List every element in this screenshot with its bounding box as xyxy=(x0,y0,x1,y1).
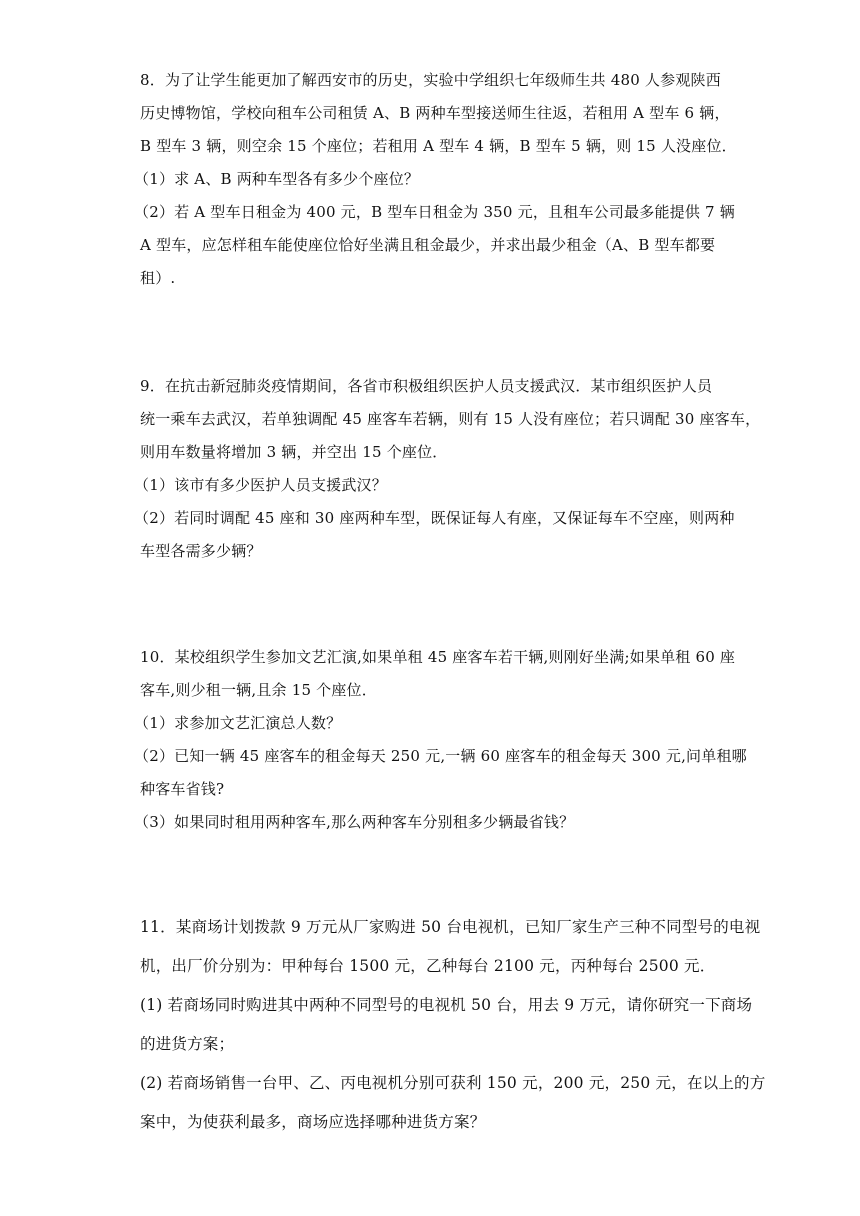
problem-line: 车型各需多少辆？ xyxy=(140,542,262,560)
sub-question: （1）该市有多少医护人员支援武汉？ xyxy=(134,476,387,494)
problem-11 xyxy=(140,908,766,1142)
problem-line: 案中，为使获利最多，商场应选择哪种进货方案？ xyxy=(140,1113,486,1131)
problem-line: 租）. xyxy=(140,269,176,287)
problem-line: 11．某商场计划拨款 9 万元从厂家购进 50 台电视机，已知厂家生产三种不同型号的电视 xyxy=(140,918,761,936)
sub-question: （3）如果同时租用两种客车,那么两种客车分别租多少辆最省钱？ xyxy=(134,813,575,831)
problem-9 xyxy=(134,370,761,568)
sub-question: （2）若同时调配 45 座和 30 座两种车型，既保证每人有座，又保证每车不空座，则两种 xyxy=(134,509,735,527)
problem-line: 客车,则少租一辆,且余 15 个座位． xyxy=(140,681,377,699)
problem-line: 机，出厂价分别为：甲种每台 1500 元，乙种每台 2100 元，丙种每台 2500 元． xyxy=(140,957,716,975)
problem-8 xyxy=(134,64,737,295)
sub-question: (2) 若商场销售一台甲、乙、丙电视机分别可获利 150 元，200 元，250 元，在以上的方 xyxy=(140,1074,766,1092)
problem-line: 历史博物馆，学校向租车公司租赁 A、B 两种车型接送师生往返，若租用 A 型车 6 辆， xyxy=(140,104,730,122)
problem-line: 则用车数量将增加 3 辆，并空出 15 个座位． xyxy=(140,443,448,461)
problem-line: 种客车省钱? xyxy=(140,780,225,798)
problem-line: 8．为了让学生能更加了解西安市的历史，实验中学组织七年级师生共 480 人参观陕西 xyxy=(140,71,721,89)
sub-question: （2）已知一辆 45 座客车的租金每天 250 元,一辆 60 座客车的租金每天 300 元,问单租哪 xyxy=(134,747,747,765)
problem-line: 的进货方案； xyxy=(140,1035,235,1053)
problem-line: A 型车，应怎样租车能使座位恰好坐满且租金最少，并求出最少租金（A、B 型车都要 xyxy=(140,236,716,254)
problem-line: 9．在抗击新冠肺炎疫情期间，各省市积极组织医护人员支援武汉．某市组织医护人员 xyxy=(140,377,713,395)
problem-line: 10．某校组织学生参加文艺汇演,如果单租 45 座客车若干辆,则刚好坐满;如果单租 60 座 xyxy=(140,648,736,666)
sub-question: （2）若 A 型车日租金为 400 元，B 型车日租金为 350 元，且租车公司最多能提供 7 辆 xyxy=(134,203,735,221)
sub-question: （1）求 A、B 两种车型各有多少个座位？ xyxy=(134,170,420,188)
sub-question: （1）求参加文艺汇演总人数？ xyxy=(134,714,342,732)
problem-10 xyxy=(134,641,747,839)
problem-line: 统一乘车去武汉，若单独调配 45 座客车若辆，则有 15 人没有座位；若只调配 30 座客车， xyxy=(140,410,761,428)
sub-question: (1) 若商场同时购进其中两种不同型号的电视机 50 台，用去 9 万元，请你研究一下商场 xyxy=(140,996,753,1014)
problem-line: B 型车 3 辆，则空余 15 个座位；若租用 A 型车 4 辆，B 型车 5 辆，则 15 人没座位． xyxy=(140,137,737,155)
